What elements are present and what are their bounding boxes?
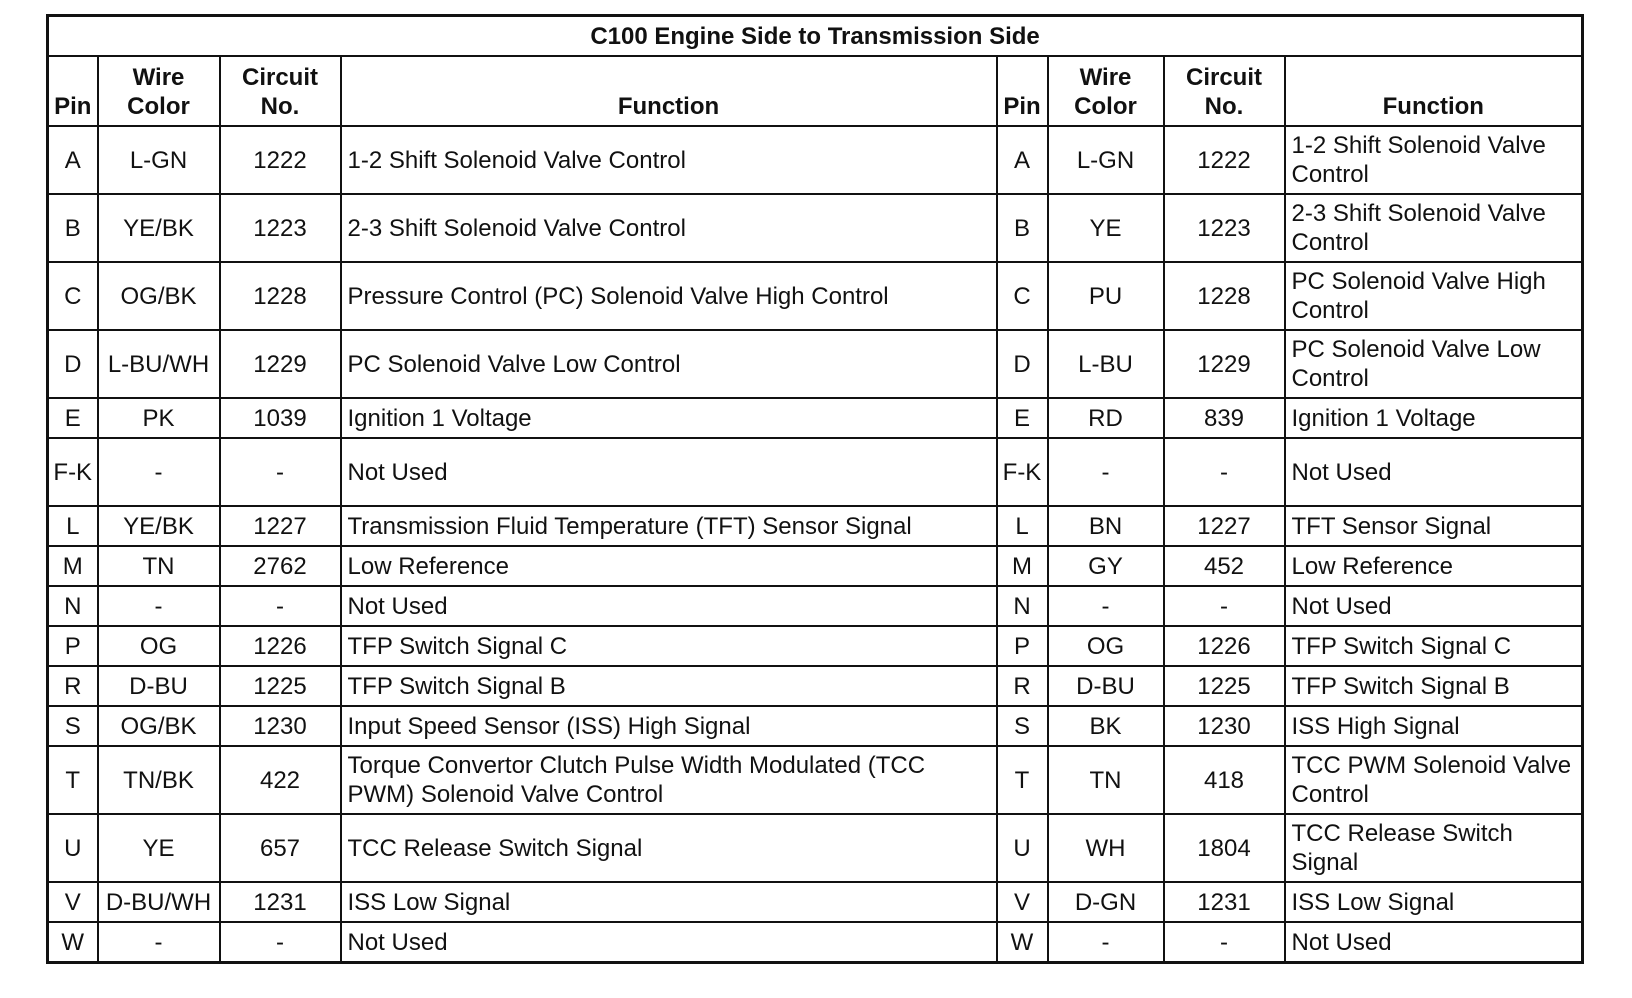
header-circuit-trans [1164, 56, 1285, 126]
engine-wire-color: YE/BK [98, 506, 220, 546]
trans-wire-color: TN [1048, 746, 1164, 814]
engine-pin: S [48, 706, 98, 746]
engine-pin: U [48, 814, 98, 882]
trans-circuit: 1231 [1164, 882, 1285, 922]
table-row [48, 126, 1583, 194]
engine-pin: P [48, 626, 98, 666]
trans-wire-color: D-BU [1048, 666, 1164, 706]
table-row [48, 438, 1583, 506]
engine-function: Input Speed Sensor (ISS) High Signal [341, 706, 997, 746]
header-circuit-line1: Circuit [1185, 64, 1262, 91]
engine-function: 1-2 Shift Solenoid Valve Control [341, 126, 997, 194]
engine-wire-color: L-BU/WH [98, 330, 220, 398]
engine-pin: W [48, 922, 98, 963]
header-wire-color-engine [98, 56, 220, 126]
engine-wire-color: D-BU/WH [98, 882, 220, 922]
trans-circuit: - [1164, 586, 1285, 626]
trans-pin: W [997, 922, 1048, 963]
header-wire-line1: Wire [1079, 64, 1132, 91]
trans-function: Not Used [1285, 586, 1583, 626]
engine-wire-color: - [98, 586, 220, 626]
engine-pin: C [48, 262, 98, 330]
engine-circuit: - [220, 586, 341, 626]
header-circuit-engine [220, 56, 341, 126]
engine-pin: D [48, 330, 98, 398]
header-function-engine: Function [341, 56, 997, 126]
trans-function: TFP Switch Signal B [1285, 666, 1583, 706]
engine-pin: A [48, 126, 98, 194]
table-row [48, 882, 1583, 922]
table-row [48, 262, 1583, 330]
trans-pin: F-K [997, 438, 1048, 506]
engine-circuit: 1225 [220, 666, 341, 706]
engine-pin: B [48, 194, 98, 262]
header-function-trans: Function [1285, 56, 1583, 126]
trans-wire-color: BN [1048, 506, 1164, 546]
engine-function: Not Used [341, 438, 997, 506]
trans-function: Not Used [1285, 922, 1583, 963]
engine-function: TCC Release Switch Signal [341, 814, 997, 882]
engine-pin: F-K [48, 438, 98, 506]
trans-circuit: - [1164, 438, 1285, 506]
trans-pin: P [997, 626, 1048, 666]
trans-function: ISS Low Signal [1285, 882, 1583, 922]
engine-circuit: 1230 [220, 706, 341, 746]
engine-function: Ignition 1 Voltage [341, 398, 997, 438]
trans-function: 1-2 Shift Solenoid Valve Control [1285, 126, 1583, 194]
engine-function: 2-3 Shift Solenoid Valve Control [341, 194, 997, 262]
trans-function: Low Reference [1285, 546, 1583, 586]
engine-wire-color: YE/BK [98, 194, 220, 262]
engine-function: TFP Switch Signal C [341, 626, 997, 666]
engine-wire-color: PK [98, 398, 220, 438]
engine-circuit: 657 [220, 814, 341, 882]
engine-pin: T [48, 746, 98, 814]
engine-pin: E [48, 398, 98, 438]
engine-function: Pressure Control (PC) Solenoid Valve High Control [341, 262, 997, 330]
trans-wire-color: - [1048, 438, 1164, 506]
trans-pin: R [997, 666, 1048, 706]
engine-circuit: 1229 [220, 330, 341, 398]
table-row [48, 398, 1583, 438]
engine-wire-color: OG/BK [98, 262, 220, 330]
trans-pin: A [997, 126, 1048, 194]
trans-wire-color: L-GN [1048, 126, 1164, 194]
table-row [48, 330, 1583, 398]
engine-circuit: 1223 [220, 194, 341, 262]
engine-function: Not Used [341, 586, 997, 626]
engine-pin: M [48, 546, 98, 586]
trans-circuit: 418 [1164, 746, 1285, 814]
engine-circuit: 1222 [220, 126, 341, 194]
trans-circuit: 1230 [1164, 706, 1285, 746]
trans-circuit: 1225 [1164, 666, 1285, 706]
engine-pin: R [48, 666, 98, 706]
engine-wire-color: - [98, 438, 220, 506]
trans-pin: M [997, 546, 1048, 586]
trans-circuit: 1223 [1164, 194, 1285, 262]
trans-circuit: - [1164, 922, 1285, 963]
trans-wire-color: OG [1048, 626, 1164, 666]
engine-circuit: 2762 [220, 546, 341, 586]
engine-wire-color: TN/BK [98, 746, 220, 814]
trans-circuit: 452 [1164, 546, 1285, 586]
engine-wire-color: OG [98, 626, 220, 666]
header-pin-engine: Pin [48, 56, 98, 126]
header-circuit-line2: No. [1204, 93, 1244, 120]
engine-function: Transmission Fluid Temperature (TFT) Sensor Signal [341, 506, 997, 546]
trans-function: TCC PWM Solenoid Valve Control [1285, 746, 1583, 814]
trans-wire-color: D-GN [1048, 882, 1164, 922]
trans-wire-color: GY [1048, 546, 1164, 586]
engine-circuit: - [220, 438, 341, 506]
trans-function: PC Solenoid Valve High Control [1285, 262, 1583, 330]
trans-pin: B [997, 194, 1048, 262]
engine-pin: V [48, 882, 98, 922]
engine-function: PC Solenoid Valve Low Control [341, 330, 997, 398]
header-circuit-line2: No. [260, 93, 300, 120]
engine-circuit: 1226 [220, 626, 341, 666]
engine-wire-color: D-BU [98, 666, 220, 706]
engine-wire-color: YE [98, 814, 220, 882]
engine-function: Torque Convertor Clutch Pulse Width Modulated (TCC PWM) Solenoid Valve Control [341, 746, 997, 814]
trans-wire-color: L-BU [1048, 330, 1164, 398]
trans-wire-color: WH [1048, 814, 1164, 882]
trans-wire-color: YE [1048, 194, 1164, 262]
trans-function: Ignition 1 Voltage [1285, 398, 1583, 438]
trans-wire-color: BK [1048, 706, 1164, 746]
trans-pin: U [997, 814, 1048, 882]
engine-circuit: 422 [220, 746, 341, 814]
trans-circuit: 1229 [1164, 330, 1285, 398]
trans-pin: E [997, 398, 1048, 438]
table-row [48, 546, 1583, 586]
trans-circuit: 1228 [1164, 262, 1285, 330]
header-circuit-line1: Circuit [241, 64, 318, 91]
trans-wire-color: - [1048, 922, 1164, 963]
header-wire-line1: Wire [132, 64, 185, 91]
header-wire-line2: Color [127, 93, 190, 120]
trans-pin: S [997, 706, 1048, 746]
trans-function: 2-3 Shift Solenoid Valve Control [1285, 194, 1583, 262]
trans-function: TCC Release Switch Signal [1285, 814, 1583, 882]
trans-function: Not Used [1285, 438, 1583, 506]
trans-pin: V [997, 882, 1048, 922]
table-row [48, 746, 1583, 814]
header-wire-line2: Color [1074, 93, 1137, 120]
table-row [48, 666, 1583, 706]
engine-wire-color: - [98, 922, 220, 963]
table-row [48, 814, 1583, 882]
engine-circuit: 1039 [220, 398, 341, 438]
trans-circuit: 1222 [1164, 126, 1285, 194]
table-row [48, 706, 1583, 746]
engine-circuit: - [220, 922, 341, 963]
engine-pin: N [48, 586, 98, 626]
trans-function: TFT Sensor Signal [1285, 506, 1583, 546]
trans-pin: T [997, 746, 1048, 814]
trans-circuit: 1226 [1164, 626, 1285, 666]
trans-function: PC Solenoid Valve Low Control [1285, 330, 1583, 398]
trans-wire-color: RD [1048, 398, 1164, 438]
engine-circuit: 1227 [220, 506, 341, 546]
engine-wire-color: OG/BK [98, 706, 220, 746]
trans-pin: N [997, 586, 1048, 626]
engine-circuit: 1231 [220, 882, 341, 922]
table-row [48, 922, 1583, 963]
engine-wire-color: TN [98, 546, 220, 586]
trans-pin: C [997, 262, 1048, 330]
table-row [48, 506, 1583, 546]
table-row [48, 626, 1583, 666]
trans-circuit: 1227 [1164, 506, 1285, 546]
engine-function: Low Reference [341, 546, 997, 586]
trans-wire-color: - [1048, 586, 1164, 626]
engine-function: ISS Low Signal [341, 882, 997, 922]
trans-circuit: 839 [1164, 398, 1285, 438]
table-row [48, 586, 1583, 626]
engine-function: Not Used [341, 922, 997, 963]
connector-pinout-table [46, 14, 1584, 964]
trans-function: ISS High Signal [1285, 706, 1583, 746]
engine-function: TFP Switch Signal B [341, 666, 997, 706]
table-row [48, 194, 1583, 262]
engine-pin: L [48, 506, 98, 546]
trans-circuit: 1804 [1164, 814, 1285, 882]
trans-function: TFP Switch Signal C [1285, 626, 1583, 666]
header-wire-color-trans [1048, 56, 1164, 126]
trans-pin: L [997, 506, 1048, 546]
trans-wire-color: PU [1048, 262, 1164, 330]
trans-pin: D [997, 330, 1048, 398]
header-pin-trans: Pin [997, 56, 1048, 126]
engine-wire-color: L-GN [98, 126, 220, 194]
engine-circuit: 1228 [220, 262, 341, 330]
table-title: C100 Engine Side to Transmission Side [48, 16, 1583, 57]
